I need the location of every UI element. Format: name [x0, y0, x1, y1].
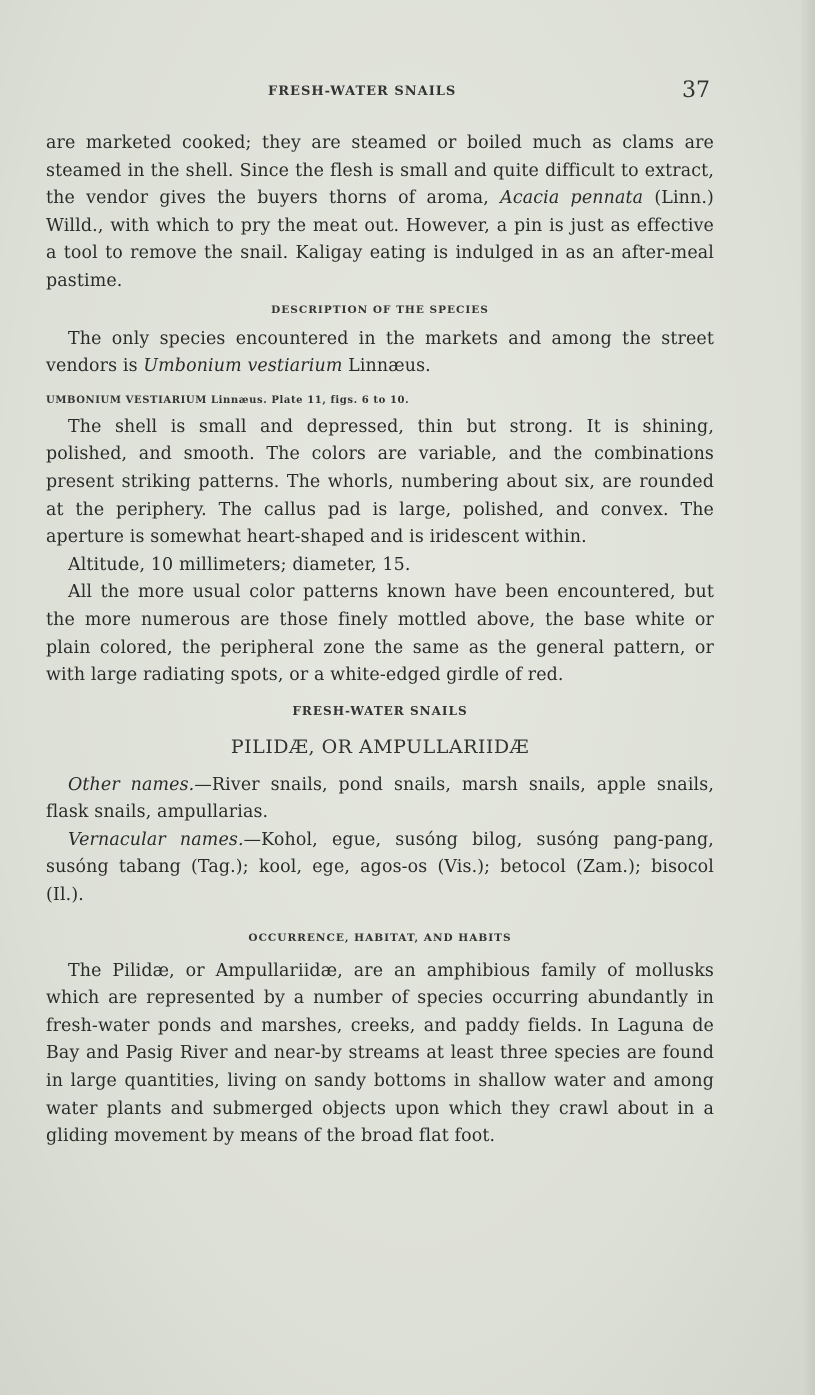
description-text-after: Linnæus. — [342, 356, 431, 377]
intro-text-after: (Linn.) Willd., with which to pry the meat out. However, a pin is just as effective a tool to remove the snail. Kaligay eating is indulged in as an after-meal pastime. — [46, 188, 714, 291]
running-head — [46, 72, 714, 112]
other-names-text: —River snails, pond snails, marsh snails, apple snails, flask snails, ampullarias. — [46, 774, 714, 823]
section-heading: FRESH-WATER SNAILS — [292, 703, 468, 718]
page-number: 37 — [682, 78, 710, 103]
occurrence-paragraph: The Pilidæ, or Ampullariidæ, are an amphibious family of mollusks which are represented by a number of species occurring abundantly in fresh-water ponds and marshes, creeks, and paddy fields. In Laguna de Bay and Pasig River and near-by streams at least three species are found in large quantities, living on sandy bottoms in shallow water and among water plants and submerged objects upon which they crawl about in a gliding movement by means of the broad flat foot. — [46, 960, 714, 1147]
running-title: FRESH-WATER SNAILS — [268, 84, 457, 99]
shell-paragraph: The shell is small and depressed, thin but strong. It is shining, polished, and smooth. The colors are variable, and the combinations present striking patterns. The whorls, numbering about six, are rounded at the periphery. The callus pad is large, polished, and convex. The aperture is somewhat heart-shaped and is iridescent within. — [46, 416, 714, 548]
intro-species-name: Acacia pennata — [500, 188, 644, 209]
page-content — [46, 72, 714, 1151]
intro-paragraph — [46, 130, 714, 296]
color-paragraph: All the more usual color patterns known have been encountered, but the more numerous are those finely mottled above, the base white or plain colored, the peripheral zone the same as the general pattern, or with large radiating spots, or a white-edged girdle of red. — [46, 582, 714, 686]
measurements-paragraph: Altitude, 10 millimeters; diameter, 15. — [68, 554, 411, 575]
description-text: The only species encountered in the markets and among the street vendors is — [46, 328, 714, 377]
species-heading: UMBONIUM VESTIARIUM Linnæus. Plate 11, figs. 6 to 10. — [46, 394, 410, 406]
description-paragraph — [46, 326, 714, 381]
page-edge — [801, 0, 815, 1395]
other-names-label: Other names. — [68, 774, 195, 795]
other-names-paragraph — [46, 772, 714, 827]
description-heading: DESCRIPTION OF THE SPECIES — [271, 303, 489, 316]
family-heading: PILIDÆ, OR AMPULLARIIDÆ — [230, 735, 530, 758]
vernacular-names-text: —Kohol, egue, susóng bilog, susóng pang-pang, susóng tabang (Tag.); kool, ege, agos-os (Vis.); betocol (Zam.); bisocol (Il.). — [46, 829, 714, 906]
occurrence-heading: OCCURRENCE, HABITAT, AND HABITS — [248, 931, 512, 944]
vernacular-names-paragraph — [46, 827, 714, 910]
description-species-name: Umbonium vestiarium — [143, 356, 343, 377]
vernacular-names-label: Vernacular names. — [68, 829, 244, 850]
intro-text: are marketed cooked; they are steamed or boiled much as clams are steamed in the shell. Since the flesh is small and quite difficult to extract, the vendor gives the buyers thorns of aroma, — [46, 133, 714, 209]
